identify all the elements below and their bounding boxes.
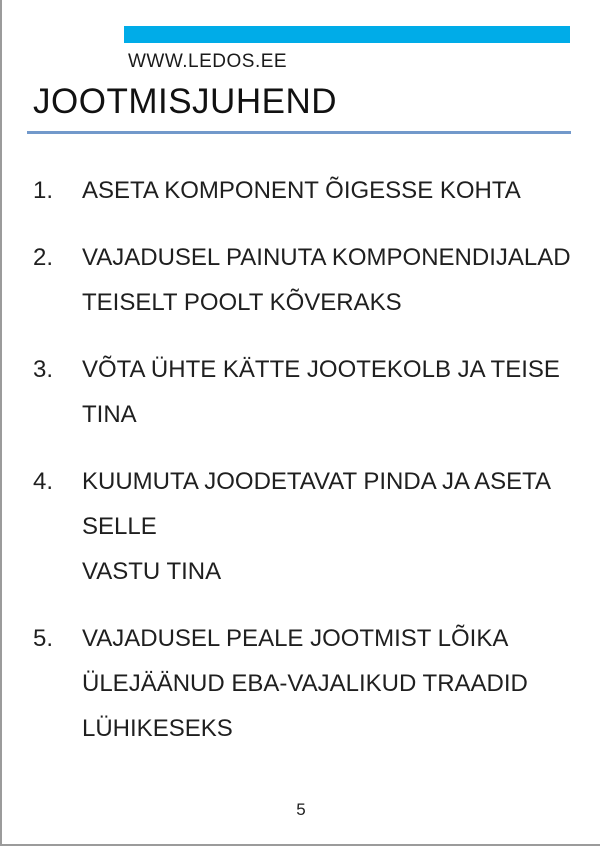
instruction-text xyxy=(82,235,572,325)
instruction-number: 1. xyxy=(33,177,54,204)
instruction-text xyxy=(82,168,572,213)
instruction-line: VAJADUSEL PAINUTA KOMPONENDIJALAD xyxy=(82,244,571,271)
page-number: 5 xyxy=(296,800,306,819)
title-underline xyxy=(27,131,571,134)
instruction-line: ÜLEJÄÄNUD EBA-VAJALIKUD TRAADID xyxy=(82,670,528,697)
instruction-number: 4. xyxy=(33,468,54,495)
instruction-number: 2. xyxy=(33,244,54,271)
header-accent-bar xyxy=(124,26,570,43)
instruction-line: VASTU TINA xyxy=(82,558,222,585)
instruction-number: 3. xyxy=(33,356,54,383)
instruction-line: ASETA KOMPONENT ÕIGESSE KOHTA xyxy=(82,177,521,204)
instruction-text xyxy=(82,347,572,437)
instruction-item xyxy=(33,347,572,437)
instruction-item xyxy=(33,235,572,325)
instruction-list xyxy=(33,168,572,773)
instruction-line: KUUMUTA JOODETAVAT PINDA JA ASETA SELLE xyxy=(82,468,550,540)
instruction-line: VÕTA ÜHTE KÄTTE JOOTEKOLB JA TEISE TINA xyxy=(82,356,560,428)
instruction-text xyxy=(82,459,572,594)
website-url: WWW.LEDOS.EE xyxy=(128,51,288,72)
instruction-line: VAJADUSEL PEALE JOOTMIST LÕIKA xyxy=(82,625,509,652)
instruction-item xyxy=(33,168,572,213)
instruction-line: LÜHIKESEKS xyxy=(82,715,233,742)
instruction-item xyxy=(33,459,572,594)
instruction-number: 5. xyxy=(33,625,54,652)
instruction-text xyxy=(82,616,572,751)
page-title: JOOTMISJUHEND xyxy=(33,82,337,121)
instruction-line: TEISELT POOLT KÕVERAKS xyxy=(82,289,402,316)
instruction-item xyxy=(33,616,572,751)
